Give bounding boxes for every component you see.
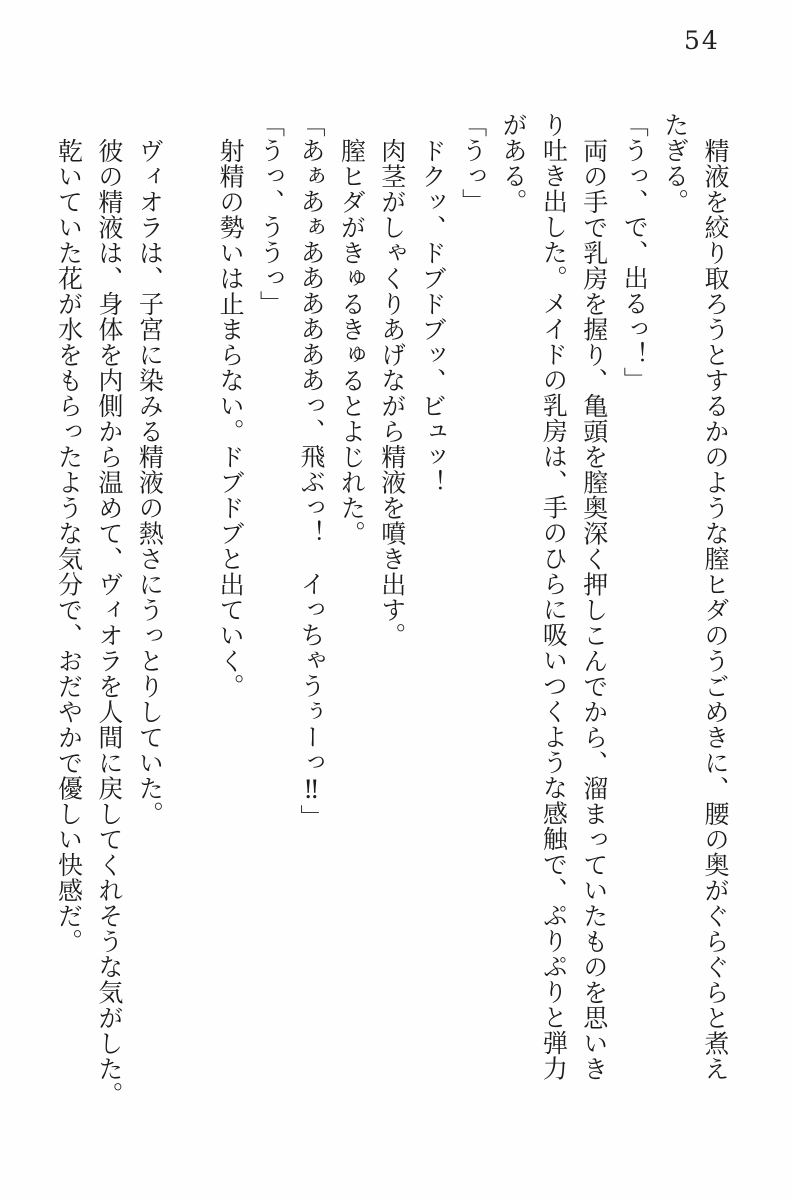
blank-line (169, 112, 209, 1184)
text-line: 彼の精液は、身体を内側から温めて、ヴィオラを人間に戻してくれそうな気がした。 (94, 137, 124, 1107)
text-line: 「あぁあぁああああああっ、飛ぶっ！ イっちゃうぅーっ‼」 (296, 112, 326, 830)
text-block (48, 112, 735, 1184)
text-line: がある。 (498, 112, 528, 214)
text-line: 「うっ、ううっ」 (256, 112, 286, 316)
text-line: ドクッ、ドブドブッ、ビュッ！ (418, 137, 448, 495)
text-line: 乾いていた花が水をもらったような気分で、おだやかで優しい快感だ。 (54, 137, 84, 954)
text-line: 肉茎がしゃくりあげながら精液を噴き出す。 (377, 137, 407, 648)
page-number: 54 (684, 26, 720, 55)
text-line: ヴィオラは、子宮に染みる精液の熱さにうっとりしていた。 (135, 137, 165, 826)
text-line: 「うっ、で、出るっ！」 (620, 112, 650, 393)
text-line: 精液を絞り取ろうとするかのような膣ヒダのうごめきに、腰の奥がぐらぐらと煮え (701, 137, 730, 1081)
text-line: り吐き出した。メイドの乳房は、手のひらに吸いつくような感触で、ぷりぷりと弾力 (539, 112, 569, 1081)
text-line: 「うっ」 (458, 112, 488, 214)
text-line: たぎる。 (660, 112, 690, 214)
text-line: 両の手で乳房を握り、亀頭を膣奥深く押しこんでから、溜まっていたものを思いき (579, 137, 609, 1081)
text-line: 膣ヒダがきゅるきゅるとよじれた。 (337, 137, 367, 546)
text-line: 射精の勢いは止まらない。ドブドブと出ていく。 (216, 137, 246, 699)
